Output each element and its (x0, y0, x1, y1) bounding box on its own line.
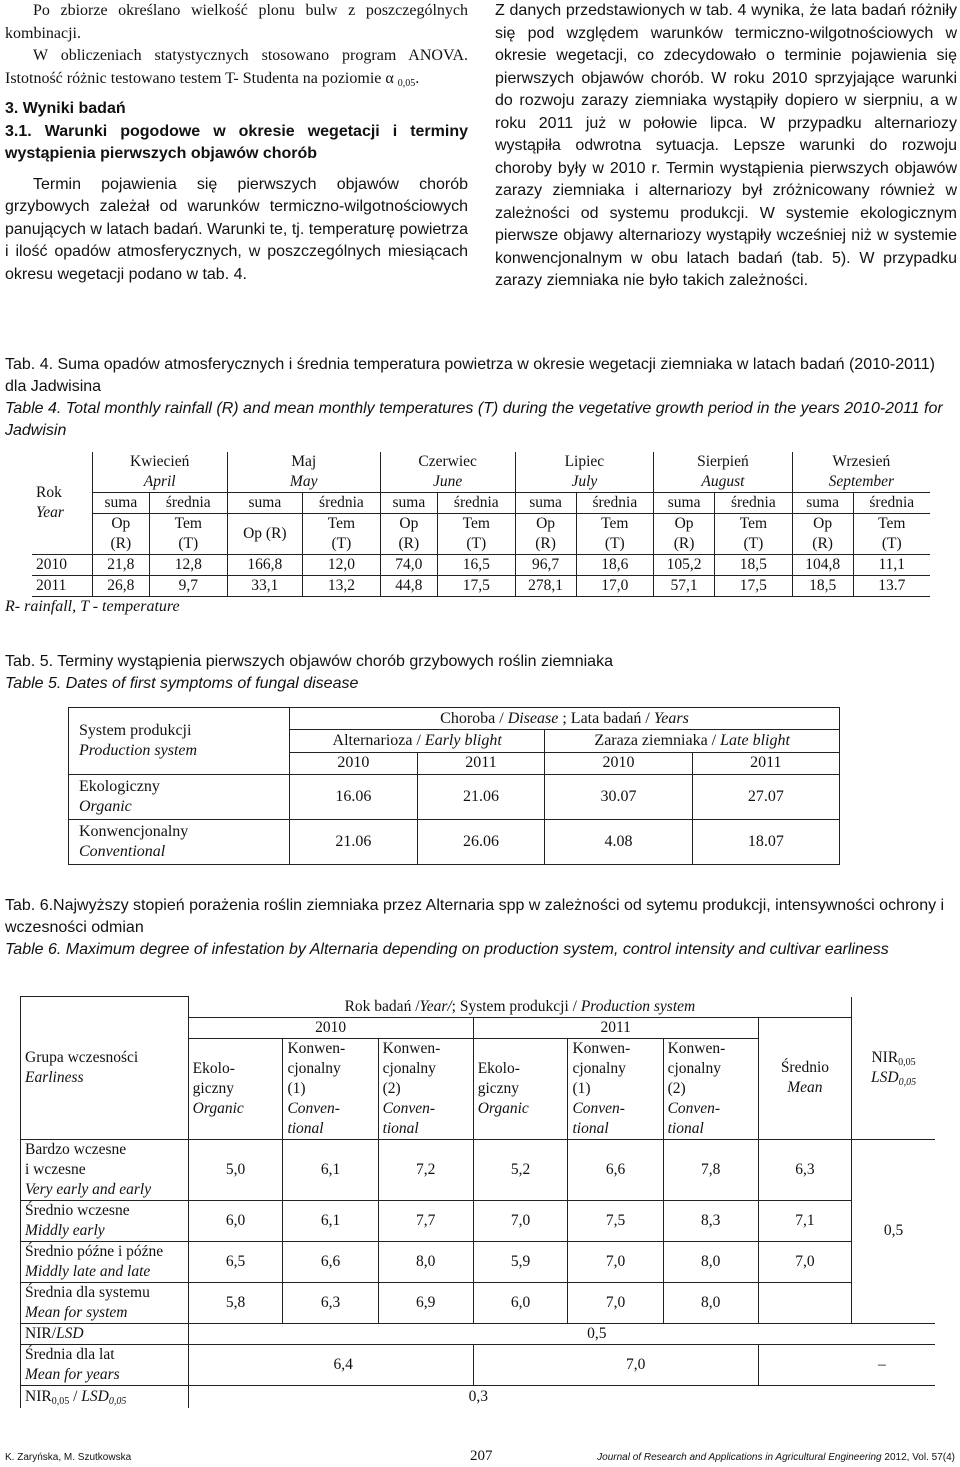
table4-subheader: średnia (715, 493, 793, 514)
table6-cell: 5,9 (473, 1241, 568, 1282)
footer-journal: Journal of Research and Applications in Agricultural Engineering 2012, Vol. 57(4) (597, 1452, 955, 1463)
table6-cell: 5,0 (188, 1139, 283, 1200)
table-row (21, 1385, 936, 1408)
table6-cell: 7,7 (378, 1200, 473, 1241)
table6-col-conventional-2: Konwen- cjonalny (2) Conven- tional (663, 1038, 758, 1139)
heading-weather: 3.1. Warunki pogodowe w okresie wegetacji i terminy wystąpienia pierwszych objawów chorób (5, 122, 468, 162)
table5 (68, 707, 840, 865)
table-row (21, 1323, 936, 1344)
table5-caption (5, 651, 957, 695)
table4-cell: 16,5 (437, 555, 515, 576)
table4-cell: 44,8 (380, 576, 437, 597)
table4-subheader: średnia (576, 493, 654, 514)
table5-system: Ekologiczny Organic (69, 775, 290, 820)
table5-late-blight: Zaraza ziemniaka / Late blight (545, 730, 840, 752)
table4-cell: 21,8 (92, 555, 149, 576)
paragraph-yield: Po zbiorze określano wielkość plonu bulw z poszczególnych kombinacji. (5, 2, 468, 42)
table4-cell: 18,6 (576, 555, 654, 576)
heading-results: 3. Wyniki badań (5, 100, 126, 117)
paragraph-statistics: W obliczeniach statystycznych stosowano program ANOVA. Istotność różnic testowano testem T- Studenta na poziomie α $_{0,05}$. (5, 47, 468, 89)
table5-year: 2011 (692, 752, 839, 774)
table6-lsd-row-value: 0,5 (188, 1323, 935, 1344)
table4-cell: 11,1 (853, 555, 930, 576)
table4-unit: Tem (T) (303, 514, 381, 555)
table4-unit: Op (R) (654, 514, 715, 555)
table6-row-label: NIR/LSD (21, 1323, 189, 1344)
table4-cell: 166,8 (227, 555, 302, 576)
table6 (20, 996, 935, 1408)
table-row (32, 576, 930, 597)
table-row (21, 1241, 936, 1282)
table6-lsd-header: $NIR_{0,05}$ $LSD_{0,05}$ (852, 997, 935, 1140)
table-row (21, 1282, 936, 1323)
table5-cell: 30.07 (545, 775, 692, 820)
table6-cell: 6,1 (283, 1139, 378, 1200)
table6-cell: 7,2 (378, 1139, 473, 1200)
left-column (5, 0, 468, 286)
table4-cell: 57,1 (654, 576, 715, 597)
table5-cell: 16.06 (290, 775, 418, 820)
table6-mean-header: Średnio Mean (758, 1017, 851, 1139)
right-column (495, 0, 957, 293)
table6-cell: 8,0 (663, 1282, 758, 1323)
table6-row-label: Średnio wczesne Middly early (21, 1200, 189, 1241)
table6-cell: 5,2 (473, 1139, 568, 1200)
table6-cell: 6,3 (758, 1139, 851, 1200)
table4-unit: Op (R) (227, 514, 302, 555)
table6-row-label: Średnio późne i późne Middly late and late (21, 1241, 189, 1282)
table6-col-organic: Ekolo- giczny Organic (188, 1038, 283, 1139)
table4-subheader: suma (654, 493, 715, 514)
table4-cell: 104,8 (792, 555, 853, 576)
table4-unit: Tem (T) (437, 514, 515, 555)
table6-dash: – (758, 1344, 935, 1385)
table4-month: Kwiecień April (92, 452, 227, 493)
table4-cell: 17,5 (715, 576, 793, 597)
table6-caption (5, 895, 957, 961)
table4-subheader: suma (515, 493, 576, 514)
table6-cell: 7,5 (568, 1200, 663, 1241)
table6-earliness-header: Grupa wczesności Earliness (21, 997, 189, 1140)
table4-unit: Op (R) (792, 514, 853, 555)
table6-cell: 6,9 (378, 1282, 473, 1323)
table4-subheader: średnia (149, 493, 227, 514)
table4-cell: 278,1 (515, 576, 576, 597)
paragraph-weather: Termin pojawienia się pierwszych objawów chorób grzybowych zależał od warunków termiczno-wilgotnościowych panujących w latach badań. Warunki te, tj. temperaturę powietrza i ilość opadów atmosferycznych, w poszczególnych miesiącach okresu wegetacji podano w tab. 4. (5, 175, 468, 283)
table6-mean-2011: 7,0 (473, 1344, 758, 1385)
table4-subheader: suma (227, 493, 302, 514)
table4-year-header: Rok Year (32, 452, 92, 555)
footer-authors: K. Zaryńska, M. Szutkowska (5, 1452, 132, 1463)
table4-unit: Tem (T) (576, 514, 654, 555)
table-row (21, 1139, 936, 1200)
table6-cell: 6,6 (283, 1241, 378, 1282)
table4-cell: 33,1 (227, 576, 302, 597)
table6-cell: 7,0 (473, 1200, 568, 1241)
table6-cell: 8,0 (663, 1241, 758, 1282)
table6-cell: 7,8 (663, 1139, 758, 1200)
table4-subheader: suma (792, 493, 853, 514)
table6-cell: 6,5 (188, 1241, 283, 1282)
table6-caption-en: Table 6. Maximum degree of infestation by Alternaria depending on production system, control intensity and cultivar earliness (5, 941, 889, 958)
table4-cell: 96,7 (515, 555, 576, 576)
table6-cell: 6,3 (283, 1282, 378, 1323)
table6-row-label: Bardzo wczesne i wczesne Very early and early (21, 1139, 189, 1200)
table4-unit: Op (R) (515, 514, 576, 555)
table-row (69, 820, 840, 865)
table6-main-header: Rok badań /Year/; System produkcji / Production system (188, 997, 851, 1018)
table4-cell: 18,5 (715, 555, 793, 576)
table6-cell: 8,0 (378, 1241, 473, 1282)
table6-cell: 7,0 (758, 1241, 851, 1282)
table4-caption (5, 354, 957, 442)
table6-cell: 6,0 (188, 1200, 283, 1241)
table6-cell (758, 1282, 851, 1323)
table6-lsd-years-value: 0,3 (188, 1385, 935, 1408)
table4-cell: 18,5 (792, 576, 853, 597)
table4 (32, 452, 930, 597)
table6-col-organic: Ekolo- giczny Organic (473, 1038, 568, 1139)
table4-cell: 9,7 (149, 576, 227, 597)
table-row (21, 1344, 936, 1385)
table4-subheader: suma (380, 493, 437, 514)
table5-cell: 21.06 (290, 820, 418, 865)
table5-cell: 18.07 (692, 820, 839, 865)
table4-month: Lipiec July (515, 452, 654, 493)
table4-cell: 74,0 (380, 555, 437, 576)
table4-subheader: średnia (303, 493, 381, 514)
table6-lsd-value: 0,5 (852, 1139, 935, 1323)
table4-unit: Op (R) (380, 514, 437, 555)
table6-cell: 8,3 (663, 1200, 758, 1241)
table-row (21, 1200, 936, 1241)
table5-year: 2011 (417, 752, 545, 774)
table6-cell: 7,1 (758, 1200, 851, 1241)
table4-cell-year: 2011 (32, 576, 92, 597)
table5-caption-en: Table 5. Dates of first symptoms of fungal disease (5, 675, 359, 692)
table5-year: 2010 (290, 752, 418, 774)
table5-system: Konwencjonalny Conventional (69, 820, 290, 865)
table5-early-blight: Alternarioza / Early blight (290, 730, 545, 752)
page-number: 207 (470, 1448, 493, 1464)
table6-mean-2010: 6,4 (188, 1344, 473, 1385)
table4-unit: Op (R) (92, 514, 149, 555)
table5-cell: 26.06 (417, 820, 545, 865)
table5-disease-header: Choroba / Disease ; Lata badań / Years (290, 708, 840, 730)
table5-system-header: System produkcji Production system (69, 708, 290, 775)
table4-month: Czerwiec June (380, 452, 515, 493)
table4-cell: 13.7 (853, 576, 930, 597)
table4-cell-year: 2010 (32, 555, 92, 576)
table4-cell: 26,8 (92, 576, 149, 597)
table6-year-2011: 2011 (473, 1017, 758, 1038)
table6-cell: 6,6 (568, 1139, 663, 1200)
table6-row-label: $NIR_{0,05} / LSD_{0,05}$ (21, 1385, 189, 1408)
table4-cell: 17,5 (437, 576, 515, 597)
table6-cell: 6,1 (283, 1200, 378, 1241)
table4-cell: 17,0 (576, 576, 654, 597)
table6-col-conventional-1: Konwen- cjonalny (1) Conven- tional (568, 1038, 663, 1139)
table4-month: Sierpień August (654, 452, 793, 493)
table6-cell: 5,8 (188, 1282, 283, 1323)
table4-subheader: średnia (853, 493, 930, 514)
table4-unit: Tem (T) (149, 514, 227, 555)
table4-unit: Tem (T) (715, 514, 793, 555)
table5-caption-pl: Tab. 5. Terminy wystąpienia pierwszych objawów chorób grzybowych roślin ziemniaka (5, 653, 613, 670)
table6-col-conventional-2: Konwen- cjonalny (2) Conven- tional (378, 1038, 473, 1139)
table5-cell: 21.06 (417, 775, 545, 820)
table4-cell: 13,2 (303, 576, 381, 597)
table6-cell: 7,0 (568, 1282, 663, 1323)
table6-row-label: Średnia dla systemu Mean for system (21, 1282, 189, 1323)
table4-cell: 12,8 (149, 555, 227, 576)
table4-month: Wrzesień September (792, 452, 930, 493)
table6-cell: 6,0 (473, 1282, 568, 1323)
table5-cell: 4.08 (545, 820, 692, 865)
table4-caption-pl: Tab. 4. Suma opadów atmosferycznych i średnia temperatura powietrza w okresie wegetacji ziemniaka w latach badań (2010-2011) dla Jadwisina (5, 356, 935, 395)
table4-subheader: suma (92, 493, 149, 514)
table6-cell: 7,0 (568, 1241, 663, 1282)
table-row (69, 775, 840, 820)
table6-year-2010: 2010 (188, 1017, 473, 1038)
table6-row-label: Średnia dla lat Mean for years (21, 1344, 189, 1385)
paragraph-results-discussion: Z danych przedstawionych w tab. 4 wynika, że lata badań różniły się pod względem warunków termiczno-wilgotnościowych w okresie wegetacji, co zdecydowało o terminie pojawienia się pierwszych objawów chorób. W roku 2010 sprzyjające warunki do rozwoju zarazy ziemniaka wystąpiły dopiero w sierpniu, a w roku 2011 już w połowie lipca. W przypadku alternariozy wystąpiła odwrotna sytuacja. Lepsze warunki do rozwoju choroby były w 2010 r. Termin wystąpienia pierwszych objawów zarazy ziemniaka i alternariozy był zróżnicowany również w zależności od systemu produkcji. W systemie ekologicznym pierwsze objawy alternariozy wystąpiły wcześniej niż w systemie konwencjonalnym w obu latach badań (tab. 5). W przypadku zarazy ziemniaka nie było takich zależności. (495, 2, 957, 289)
table4-unit: Tem (T) (853, 514, 930, 555)
table4-cell: 12,0 (303, 555, 381, 576)
table6-caption-pl: Tab. 6.Najwyższy stopień porażenia roślin ziemniaka przez Alternaria spp w zależności od sytemu produkcji, intensywności ochrony i wczesności odmian (5, 897, 945, 936)
table4-subheader: średnia (437, 493, 515, 514)
table4-note: R- rainfall, T - temperature (5, 598, 180, 615)
table4-caption-en: Table 4. Total monthly rainfall (R) and mean monthly temperatures (T) during the vegetative growth period in the years 2010-2011 for Jadwisin (5, 400, 943, 439)
table5-cell: 27.07 (692, 775, 839, 820)
table4-month: Maj May (227, 452, 380, 493)
table-row (32, 555, 930, 576)
table5-year: 2010 (545, 752, 692, 774)
table6-col-conventional-1: Konwen- cjonalny (1) Conven- tional (283, 1038, 378, 1139)
table4-cell: 105,2 (654, 555, 715, 576)
